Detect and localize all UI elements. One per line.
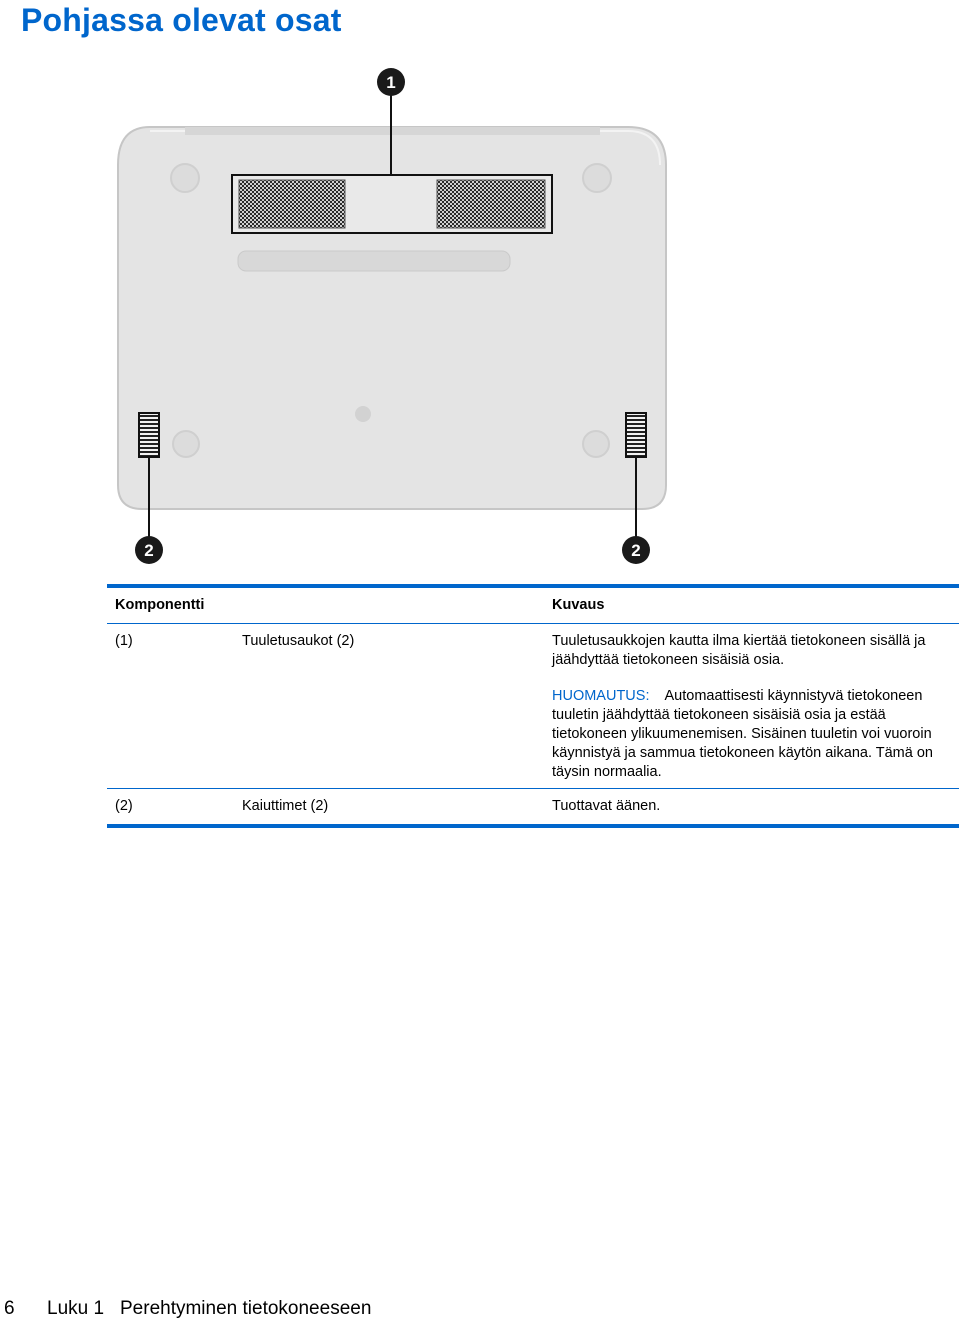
- page-title: Pohjassa olevat osat: [21, 2, 342, 38]
- note-text: Automaattisesti käynnistyvä tietokoneen: [664, 688, 923, 704]
- callout-1-number: 1: [386, 73, 396, 92]
- footer-chapter: Luku 1: [47, 1298, 105, 1319]
- note-label: HUOMAUTUS:: [552, 688, 650, 704]
- rubber-foot-icon: [173, 431, 199, 457]
- rubber-foot-icon: [171, 164, 199, 192]
- label-strip: [238, 251, 510, 271]
- footer-chapter-title: Perehtyminen tietokoneeseen: [120, 1298, 372, 1319]
- row-number: (1): [115, 633, 133, 649]
- row-description-line: jäähdyttää tietokoneen sisäisiä osia.: [552, 652, 785, 668]
- rubber-foot-icon: [583, 431, 609, 457]
- row-rule: [107, 788, 959, 789]
- header-component: Komponentti: [115, 597, 205, 613]
- speaker-left: [139, 413, 159, 457]
- logo-icon: [355, 406, 371, 422]
- header-description: Kuvaus: [552, 597, 605, 613]
- rubber-foot-icon: [583, 164, 611, 192]
- row-description: Tuottavat äänen.: [552, 798, 661, 814]
- row-description-line: Tuuletusaukkojen kautta ilma kiertää tietokoneen sisällä ja: [552, 633, 926, 649]
- callout-2-left: [135, 536, 163, 564]
- header-rule: [107, 623, 959, 624]
- callout-2-right: [622, 536, 650, 564]
- row-component: Tuuletusaukot (2): [242, 633, 355, 649]
- table-top-rule: [107, 584, 959, 588]
- callout-2-left-number: 2: [144, 541, 154, 560]
- note-line: täysin normaalia.: [552, 764, 662, 780]
- note-line: [552, 687, 922, 706]
- row-number: (2): [115, 798, 133, 814]
- note-line: tuuletin jäähdyttää tietokoneen sisäisiä osia ja estää: [552, 707, 886, 723]
- speaker-right: [626, 413, 646, 457]
- vent-group: [232, 175, 552, 233]
- footer-page-number: 6: [4, 1298, 15, 1319]
- note-line: tietokoneen ylikuumenemisen. Sisäinen tuuletin voi vuoroin: [552, 726, 932, 742]
- callout-2-right-number: 2: [631, 541, 641, 560]
- laptop-bottom-figure: [0, 55, 960, 580]
- callout-1: [377, 68, 405, 96]
- row-component: Kaiuttimet (2): [242, 798, 329, 814]
- note-line: käynnistyä ja sammua tietokoneen käytön aikana. Tämä on: [552, 745, 933, 761]
- table-bottom-rule: [107, 824, 959, 828]
